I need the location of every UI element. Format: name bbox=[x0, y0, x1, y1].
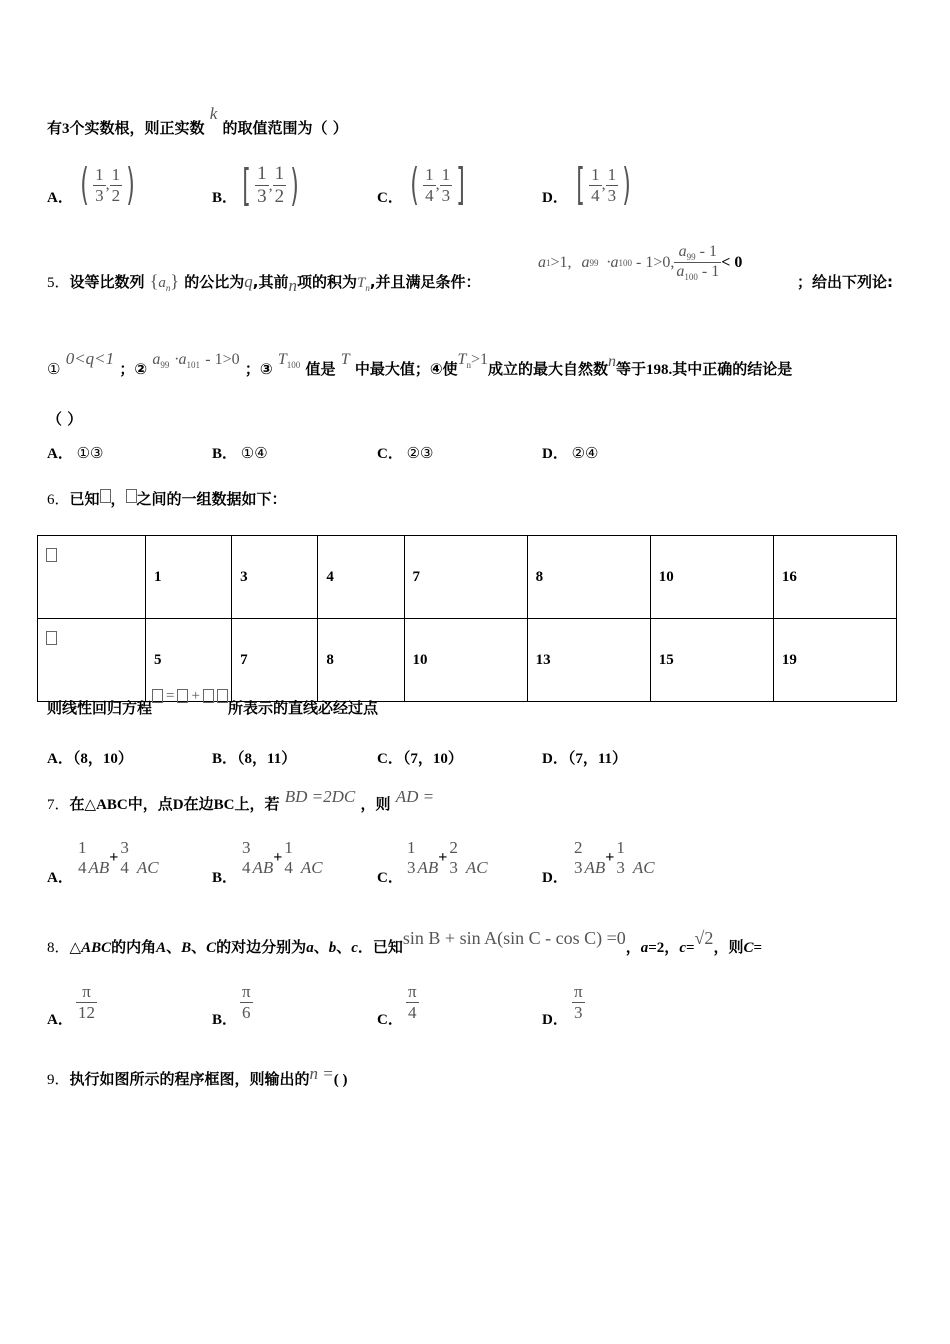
q8-option-d-value: $\frac{\pi}{3}$ bbox=[574, 982, 583, 1022]
q7-option-a: A． bbox=[47, 870, 73, 886]
q6-option-c: C．（7，10） bbox=[377, 751, 463, 767]
table-cell: 4 bbox=[318, 536, 404, 619]
q4-option-a-value: ( $\frac{1}{3}$ , $\frac{1}{2}$ ) bbox=[80, 159, 136, 210]
q5-option-c: C． ②③ bbox=[377, 446, 434, 462]
q4-option-d: D． bbox=[542, 190, 568, 206]
q8-option-d: D． bbox=[542, 1012, 568, 1028]
table-cell: 10 bbox=[404, 619, 527, 702]
q8-option-b-value: $\frac{\pi}{6}$ bbox=[242, 982, 251, 1022]
q7-stem: 7．在△ABC中，点D在边BC上，若 BD =2DC ，则 AD = bbox=[47, 787, 435, 813]
q6-stem: 6．已知 ， 之间的一组数据如下： bbox=[47, 490, 287, 508]
table-cell: 8 bbox=[527, 536, 650, 619]
q7-option-a-value: 1 4 AB + 3 4 AC bbox=[78, 838, 159, 877]
q6-option-d: D．（7，11） bbox=[542, 751, 628, 767]
missing-glyph-icon bbox=[46, 548, 57, 562]
q5-option-b: B． ①④ bbox=[212, 446, 268, 462]
q9-stem: 9．执行如图所示的程序框图，则输出的n =( ) bbox=[47, 1064, 348, 1088]
q8-option-c-value: $\frac{\pi}{4}$ bbox=[408, 982, 417, 1022]
regression-formula: = + bbox=[152, 688, 228, 705]
q7-option-c: C． bbox=[377, 870, 403, 886]
q4-option-b: B． bbox=[212, 190, 238, 206]
q5-stem-line1: 5．设等比数列 $\{a_n\}$ 的公比为q,其前n项的积为$T_n$,并且满足条件： bbox=[47, 271, 481, 295]
q7-option-c-value: 1 3 AB + 2 3 AC bbox=[407, 838, 488, 877]
table-cell: 7 bbox=[404, 536, 527, 619]
q8-option-a: A． bbox=[47, 1012, 73, 1028]
table-cell: 5 bbox=[146, 619, 232, 702]
table-cell: 13 bbox=[527, 619, 650, 702]
missing-glyph-icon bbox=[46, 631, 57, 645]
q4-option-c-value: ( $\frac{1}{4}$ , $\frac{1}{3}$ ] bbox=[410, 159, 466, 210]
missing-glyph-icon bbox=[100, 489, 111, 503]
q4-option-d-value: [ $\frac{1}{4}$ , $\frac{1}{3}$ ) bbox=[576, 159, 632, 210]
q5-option-d: D． ②④ bbox=[542, 446, 599, 462]
q7-option-b-value: 3 4 AB + 1 4 AC bbox=[242, 838, 323, 877]
table-cell: 3 bbox=[232, 536, 318, 619]
q5-paren: （ ） bbox=[47, 410, 83, 428]
missing-glyph-icon bbox=[126, 489, 137, 503]
table-header-x bbox=[38, 536, 146, 619]
q8-stem: 8．△ABC的内角A、B、C的对边分别为a、b、c．已知sin B + sin A(sin C - cos C) =0，a=2，c=√2，则C= bbox=[47, 928, 763, 956]
q4-option-c: C． bbox=[377, 190, 403, 206]
q7-option-d: D． bbox=[542, 870, 568, 886]
q7-option-d-value: 2 3 AB + 1 3 AC bbox=[574, 838, 655, 877]
q5-conclusions: ① 0<q<1 ；② $a_{99} \cdot a_{101} - 1>0$ ；③ $T_{100}$ 值是 T 中最大值；④使$T_n>1$成立的最大自然数n等于198.其中正确的结论是 bbox=[47, 349, 793, 378]
q6-option-a: A．（8，10） bbox=[47, 751, 133, 767]
q4-stem: 有3个实数根，则正实数 k 的取值范围为（ ） bbox=[47, 104, 348, 137]
q4-option-b-value: [ $\frac{1}{3}$ , $\frac{1}{2}$ ) bbox=[242, 159, 300, 211]
table-cell: 10 bbox=[650, 536, 773, 619]
table-cell: 16 bbox=[773, 536, 896, 619]
q8-option-b: B． bbox=[212, 1012, 238, 1028]
q8-option-a-value: $\frac{\pi}{12}$ bbox=[78, 982, 95, 1022]
table-cell: 8 bbox=[318, 619, 404, 702]
q6-option-b: B．（8，11） bbox=[212, 751, 297, 767]
table-cell: 15 bbox=[650, 619, 773, 702]
table-row bbox=[38, 536, 897, 619]
q7-option-b: B． bbox=[212, 870, 238, 886]
q6-regression: 则线性回归方程 = + 所表示的直线必经过点 bbox=[47, 687, 378, 717]
table-cell: 19 bbox=[773, 619, 896, 702]
q8-option-c: C． bbox=[377, 1012, 403, 1028]
q5-option-a: A． ①③ bbox=[47, 446, 104, 462]
data-table bbox=[37, 535, 897, 702]
q5-stem-end: ；给出下列论: bbox=[797, 273, 893, 291]
table-header-y bbox=[38, 619, 146, 702]
q4-option-a: A． bbox=[47, 190, 73, 206]
table-cell: 7 bbox=[232, 619, 318, 702]
table-cell: 1 bbox=[146, 536, 232, 619]
q5-condition: a 1 >1, a 99 ·a 100 - 1>0, $\frac{a_{99} - 1}{a_{100} - 1}$ < 0 bbox=[538, 243, 743, 283]
